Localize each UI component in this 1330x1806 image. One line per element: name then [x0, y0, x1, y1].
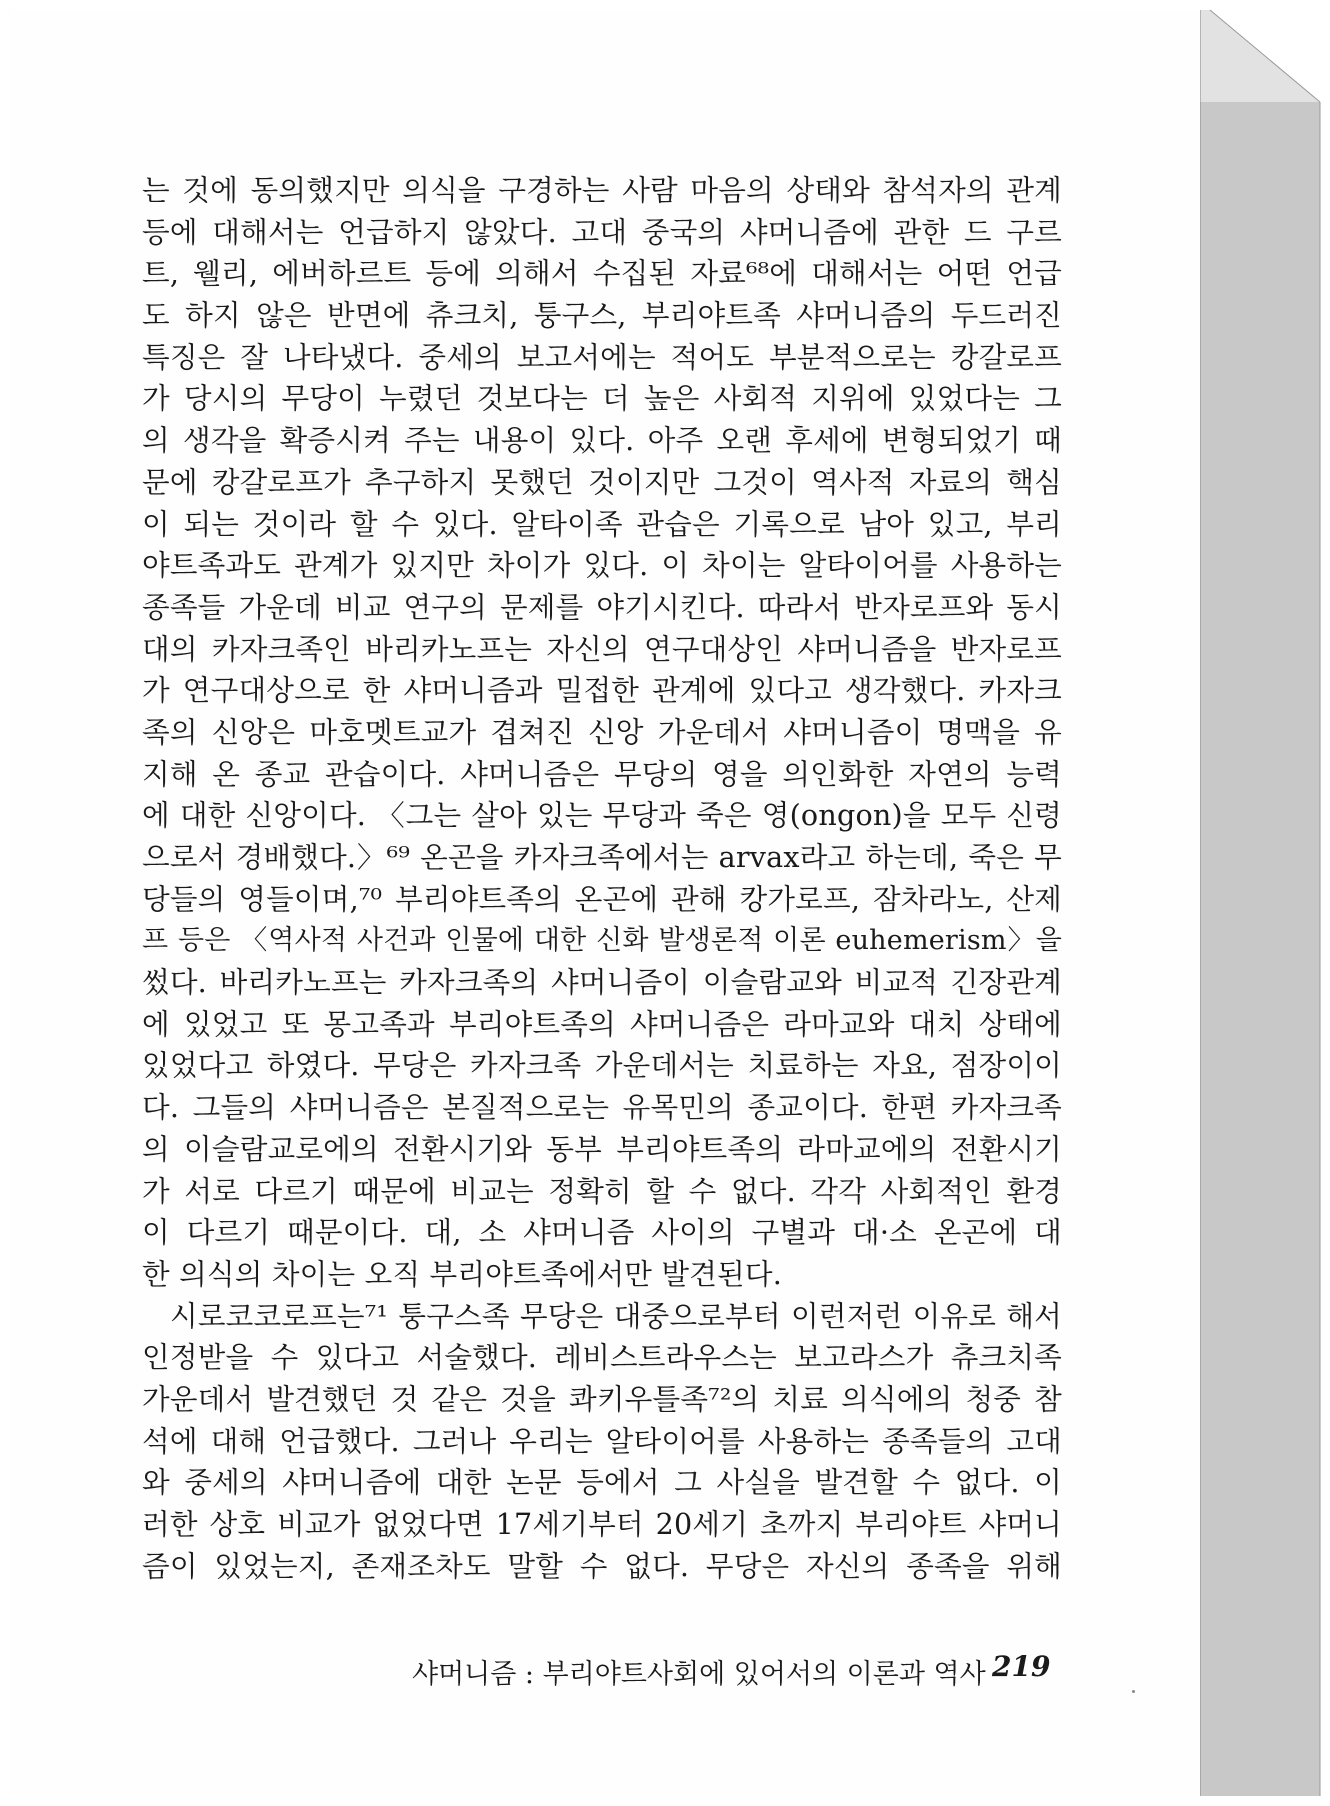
text-line: 시로코코로프는⁷¹ 퉁구스족 무당은 대중으로부터 이런저런 이유로 해서 — [170, 1298, 1062, 1333]
text-line: 족의 신앙은 마호멧트교가 겹쳐진 신앙 가운데서 샤머니즘이 명맥을 유 — [142, 714, 1062, 749]
text-line: 가운데서 발견했던 것 같은 것을 콰키우틀족⁷²의 치료 의식에의 청중 참 — [142, 1381, 1062, 1416]
text-line: 이 되는 것이라 할 수 있다. 알타이족 관습은 기록으로 남아 있고, 부리 — [142, 506, 1062, 541]
text-line: 프 등은 〈역사적 사건과 인물에 대한 신화 발생론적 이론 euhemerism〉을 — [142, 925, 1062, 957]
text-line: 있었다고 하였다. 무당은 카자크족 가운데서는 치료하는 자요, 점장이이 — [142, 1048, 1062, 1083]
text-line: 썼다. 바리카노프는 카자크족의 샤머니즘이 이슬람교와 비교적 긴장관계 — [142, 965, 1062, 1000]
text-line: 특징은 잘 나타냈다. 중세의 보고서에는 적어도 부분적으로는 캉갈로프 — [142, 339, 1062, 374]
text-line: 등에 대해서는 언급하지 않았다. 고대 중국의 샤머니즘에 관한 드 구르 — [142, 214, 1062, 249]
text-line: 다. 그들의 샤머니즘은 본질적으로는 유목민의 종교이다. 한편 카자크족 — [142, 1090, 1062, 1125]
book-top-edge — [1200, 10, 1320, 102]
body-text — [142, 170, 1062, 1587]
text-line: 는 것에 동의했지만 의식을 구경하는 사람 마음의 상태와 참석자의 관계 — [142, 173, 1062, 207]
running-footer: 샤머니즘 : 부리야트사회에 있어서의 이론과 역사 — [412, 1659, 986, 1690]
text-line: 가 연구대상으로 한 샤머니즘과 밀접한 관계에 있다고 생각했다. 카자크 — [142, 673, 1062, 708]
scan-speck — [1132, 1690, 1135, 1693]
text-line: 트, 웰리, 에버하르트 등에 의해서 수집된 자료⁶⁸에 대해서는 어떤 언급 — [142, 256, 1062, 291]
text-line: 의 생각을 확증시켜 주는 내용이 있다. 아주 오랜 후세에 변형되었기 때 — [142, 423, 1062, 458]
page-number: 219 — [992, 1650, 1051, 1683]
text-line: 문에 캉갈로프가 추구하지 못했던 것이지만 그것이 역사적 자료의 핵심 — [142, 464, 1062, 499]
text-line: 도 하지 않은 반면에 츄크치, 퉁구스, 부리야트족 샤머니즘의 두드러진 — [142, 298, 1062, 333]
text-line: 가 당시의 무당이 누렸던 것보다는 더 높은 사회적 지위에 있었다는 그 — [142, 381, 1062, 416]
text-line: 당들의 영들이며,⁷⁰ 부리야트족의 온곤에 관해 캉가로프, 잠차라노, 산제 — [142, 881, 1062, 916]
book-spine-edge — [1200, 10, 1320, 1796]
text-line: 종족들 가운데 비교 연구의 문제를 야기시킨다. 따라서 반자로프와 동시 — [142, 589, 1062, 624]
text-line: 러한 상호 비교가 없었다면 17세기부터 20세기 초까지 부리야트 샤머니 — [142, 1507, 1062, 1541]
text-line: 가 서로 다르기 때문에 비교는 정확히 할 수 없다. 각각 사회적인 환경 — [142, 1173, 1062, 1208]
text-line: 대의 카자크족인 바리카노프는 자신의 연구대상인 샤머니즘을 반자로프 — [142, 631, 1062, 666]
text-line: 의 이슬람교로에의 전환시기와 동부 부리야트족의 라마교에의 전환시기 — [142, 1131, 1062, 1166]
text-line: 지해 온 종교 관습이다. 샤머니즘은 무당의 영을 의인화한 자연의 능력 — [142, 756, 1062, 791]
text-line: 한 의식의 차이는 오직 부리야트족에서만 발견된다. — [142, 1256, 782, 1291]
text-line: 으로서 경배했다.〉⁶⁹ 온곤을 카자크족에서는 arvax라고 하는데, 죽은 무 — [142, 840, 1062, 874]
text-line: 석에 대해 언급했다. 그러나 우리는 알타이어를 사용하는 종족들의 고대 — [142, 1423, 1062, 1458]
text-line: 와 중세의 샤머니즘에 대한 논문 등에서 그 사실을 발견할 수 없다. 이 — [142, 1465, 1062, 1500]
text-line: 인정받을 수 있다고 서술했다. 레비스트라우스는 보고라스가 츄크치족 — [142, 1340, 1062, 1375]
text-line: 에 있었고 또 몽고족과 부리야트족의 샤머니즘은 라마교와 대치 상태에 — [142, 1006, 1062, 1041]
text-line: 에 대한 신앙이다. 〈그는 살아 있는 무당과 죽은 영(ongon)을 모두 신령 — [142, 798, 1062, 833]
text-line: 즘이 있었는지, 존재조차도 말할 수 없다. 무당은 자신의 종족을 위해 — [142, 1548, 1062, 1583]
text-line: 야트족과도 관계가 있지만 차이가 있다. 이 차이는 알타이어를 사용하는 — [142, 548, 1062, 583]
text-line: 이 다르기 때문이다. 대, 소 샤머니즘 사이의 구별과 대·소 온곤에 대 — [142, 1215, 1062, 1250]
